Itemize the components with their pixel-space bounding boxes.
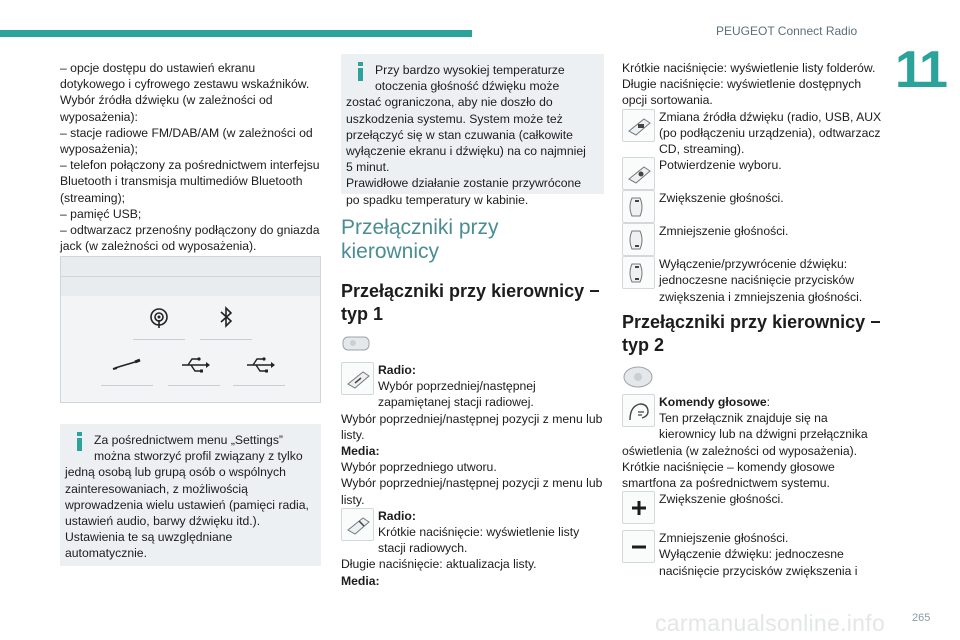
- voice-command-icon: [622, 394, 655, 427]
- text: Zwiększenie głośności.: [659, 492, 784, 507]
- column-3-type2: [622, 394, 884, 579]
- list-item: – pamięć USB;: [60, 206, 142, 221]
- header-accent-bar: [0, 30, 472, 37]
- usb-icon: [239, 350, 279, 380]
- screen-panel: [61, 296, 320, 402]
- confirm-button-icon: [622, 157, 655, 190]
- volume-down-switch-icon: [622, 223, 655, 256]
- info-icon: [358, 62, 363, 80]
- text: Krótkie naciśnięcie: wyświetlenie listy folderów.: [622, 61, 876, 75]
- list-item: – stacje radiowe FM/DAB/AM (w zależności od wyposażenia);: [60, 125, 313, 157]
- text: Długie naciśnięcie: wyświetlenie dostępnych opcji sortowania.: [622, 77, 862, 108]
- section-title: Przełączniki przy kierownicy: [341, 216, 499, 263]
- column-1: [60, 60, 322, 254]
- info-text: Prawidłowe działanie zostanie przywrócone po spadku temperatury w kabinie.: [346, 176, 582, 207]
- text: Zwiększenie głośności.: [659, 191, 784, 206]
- list-item: – odtwarzacz przenośny podłączony do gniazda jack (w zależności od wyposażenia).: [60, 223, 320, 254]
- mute-switch-icon: [622, 256, 655, 289]
- paragraph: – opcje dostępu do ustawień ekranu dotykowego i cyfrowego zestawu wskaźników.: [60, 61, 310, 92]
- chapter-number: 11: [895, 41, 946, 99]
- usb-icon: [174, 350, 214, 380]
- source-button-icon: [622, 109, 655, 142]
- steering-switch-type2-icon: [622, 365, 654, 389]
- text: Zmniejszenie głośności.: [659, 224, 789, 239]
- text: Długie naciśnięcie: aktualizacja listy.: [341, 557, 537, 572]
- info-box-settings: [60, 424, 321, 566]
- column-3: [622, 60, 884, 305]
- info-icon: [77, 432, 82, 450]
- text: Wyłączenie dźwięku: jednoczesne naciśnięcie przycisków zwiększenia i: [659, 547, 858, 578]
- steering-switch-type1-icon: [341, 333, 373, 355]
- punctuation: :: [766, 395, 771, 409]
- source-screen-illustration: [60, 256, 321, 403]
- jack-icon: [107, 350, 147, 380]
- text: Wybór poprzedniej/następnej zapamiętanej stacji radiowej.: [378, 379, 536, 410]
- text: Zmiana źródła dźwięku (radio, USB, AUX (po podłączeniu urządzenia), odtwarzacz CD, streaming).: [659, 109, 882, 157]
- text: Wybór poprzedniej/następnej pozycji z menu lub listy.: [341, 411, 603, 442]
- minus-icon: [622, 530, 655, 563]
- list-item: – telefon połączony za pośrednictwem interfejsu Bluetooth i transmisja multimediów Bluetooth (streaming);: [60, 158, 320, 205]
- label-radio: Radio:: [378, 508, 416, 523]
- label-voice-commands: Komendy głosowe: [659, 395, 767, 409]
- volume-up-switch-icon: [622, 190, 655, 223]
- text: Wybór poprzedniej/następnej pozycji z menu lub listy.: [341, 476, 603, 507]
- text: Krótkie naciśnięcie – komendy głosowe smartfona za pośrednictwem systemu.: [622, 459, 835, 491]
- subsection-title-type1: Przełączniki przy kierownicy − typ 1: [341, 281, 600, 324]
- watermark: carmanualsonline.info: [655, 610, 886, 636]
- label-media: Media:: [341, 573, 380, 588]
- page-number: 265: [912, 612, 931, 624]
- text: Ten przełącznik znajduje się na kierownicy lub na dźwigni przełącznika oświetlenia (w zależności od wyposażenia).: [622, 411, 868, 458]
- label-radio: Radio:: [378, 363, 416, 377]
- text: Wyłączenie/przywrócenie dźwięku: jednoczesne naciśnięcie przycisków zwiększenia i zmniejszenia głośności.: [659, 257, 863, 304]
- info-text: Za pośrednictwem menu „Settings” można stworzyć profil związany z tylko jedną osobą lub grupą osób o wspólnych zainteresowaniach, z możliwością wprowadzenia wielu ustawień (pamięci radia, ustawień audio, barwy dźwięku itd.). Ustawienia te są uwzględniane automatycznie.: [65, 433, 309, 561]
- paragraph: Wybór źródła dźwięku (w zależności od wyposażenia):: [60, 93, 273, 124]
- text: Wybór poprzedniego utworu.: [341, 460, 497, 475]
- column-2-controls: [341, 362, 604, 589]
- steering-button-icon: [341, 362, 374, 395]
- plus-icon: [622, 491, 655, 524]
- text: Zmniejszenie głośności.: [659, 531, 789, 546]
- label-media: Media:: [341, 444, 380, 459]
- subsection-title-type2: Przełączniki przy kierownicy − typ 2: [622, 312, 881, 355]
- info-text: Przy bardzo wysokiej temperaturze otoczenia głośność dźwięku może zostać ograniczona, aby nie doszło do uszkodzenia systemu. System może też przełączyć się w stan czuwania (całkowite wyłączenie ekranu i dźwięku) na co najmniej 5 minut.: [346, 63, 586, 175]
- header-title: PEUGEOT Connect Radio: [716, 24, 858, 38]
- info-box-temperature: [341, 54, 604, 207]
- text: Potwierdzenie wyboru.: [659, 158, 782, 173]
- steering-button-icon: [341, 508, 374, 541]
- text: Krótkie naciśnięcie: wyświetlenie listy stacji radiowych.: [378, 525, 580, 556]
- bluetooth-icon: [206, 304, 246, 334]
- podcast-icon: [139, 304, 179, 334]
